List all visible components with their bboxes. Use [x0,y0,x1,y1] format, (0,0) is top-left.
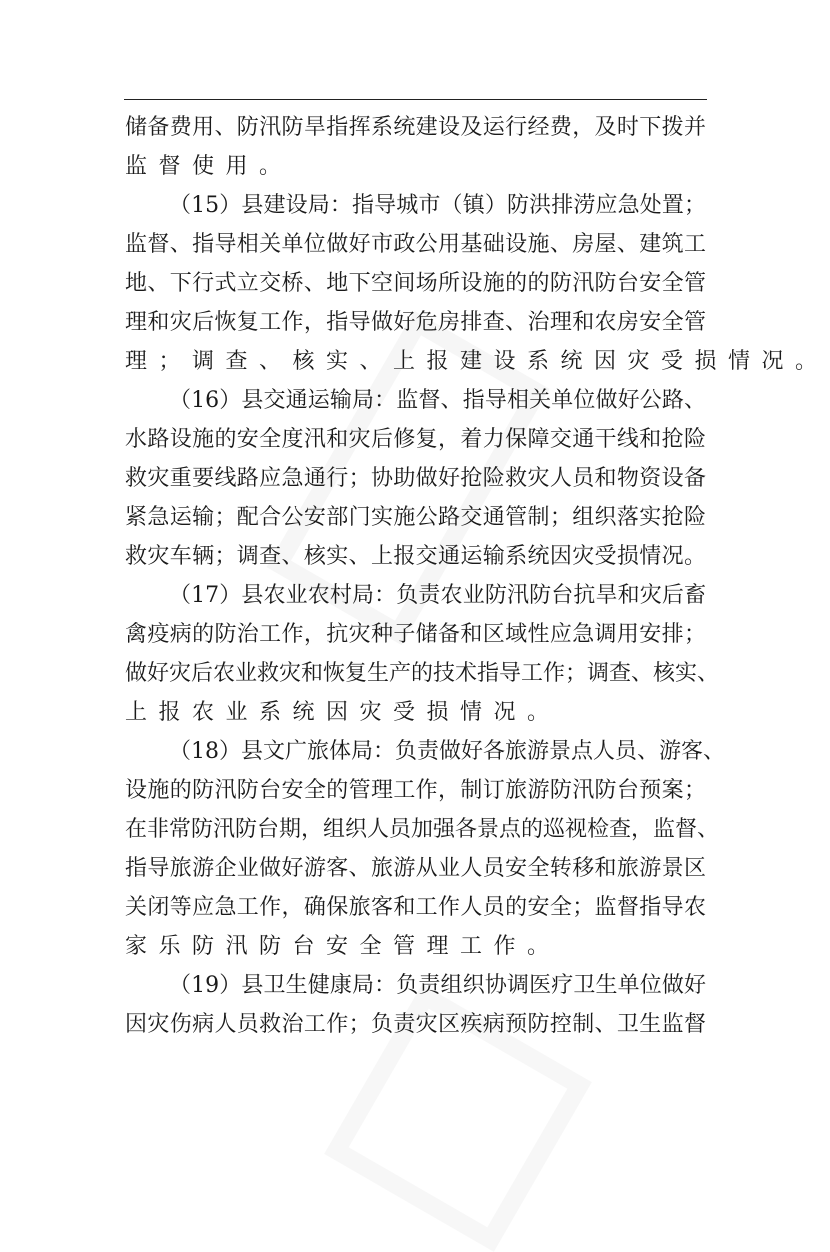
text-line: 家乐防汛防台安全管理工作。 [125,934,561,959]
text-line: 因灾伤病人员救治工作；负责灾区疾病预防控制、卫生监督 [125,1012,706,1037]
text-line: 水路设施的安全度汛和灾后修复，着力保障交通干线和抢险 [125,427,706,452]
paragraph [125,732,725,966]
text-line: 在非常防汛防台期，组织人员加强各景点的巡视检查，监督、 [125,817,720,842]
text-line: （17）县农业农村局：负责农业防汛防台抗旱和灾后畜 [169,583,706,608]
text-line: 监督、指导相关单位做好市政公用基础设施、房屋、建筑工 [125,232,706,257]
text-line: 理和灾后恢复工作，指导做好危房排查、治理和农房安全管 [125,310,706,335]
text-line: 监督使用。 [125,154,293,179]
paragraph [125,186,829,381]
text-line: （15）县建设局：指导城市（镇）防洪排涝应急处置； [169,193,706,218]
text-line: 做好灾后农业救灾和恢复生产的技术指导工作；调查、核实、 [125,661,720,686]
text-line: （19）县卫生健康局：负责组织协调医疗卫生单位做好 [169,973,706,998]
text-line: 关闭等应急工作，确保旅客和工作人员的安全；监督指导农 [125,895,706,920]
text-line: 地、下行式立交桥、地下空间场所设施的的防汛防台安全管 [125,271,706,296]
text-line: 救灾重要线路应急通行；协助做好抢险救灾人员和物资设备 [125,466,706,491]
document-body [125,108,829,1044]
text-line: 禽疫病的防治工作，抗灾种子储备和区域性应急调用安排； [125,622,706,647]
text-line: 储备费用、防汛防旱指挥系统建设及运行经费，及时下拨并 [125,115,706,140]
text-line: 设施的防汛防台安全的管理工作，制订旅游防汛防台预案； [125,778,706,803]
paragraph [125,966,706,1044]
paragraph [125,381,706,576]
text-line: （16）县交通运输局：监督、指导相关单位做好公路、 [169,388,706,413]
text-line: 上报农业系统因灾受损情况。 [125,700,561,725]
text-line: 指导旅游企业做好游客、旅游从业人员安全转移和旅游景区 [125,856,706,881]
text-line: 救灾车辆；调查、核实、上报交通运输系统因灾受损情况。 [125,544,706,569]
text-line: 紧急运输；配合公安部门实施公路交通管制；组织落实抢险 [125,505,706,530]
header-rule [124,99,707,100]
text-line: （18）县文广旅体局：负责做好各旅游景点人员、游客、 [169,739,725,764]
text-line: 理；调查、核实、上报建设系统因灾受损情况。 [125,349,829,374]
paragraph [125,108,706,186]
paragraph [125,576,720,732]
